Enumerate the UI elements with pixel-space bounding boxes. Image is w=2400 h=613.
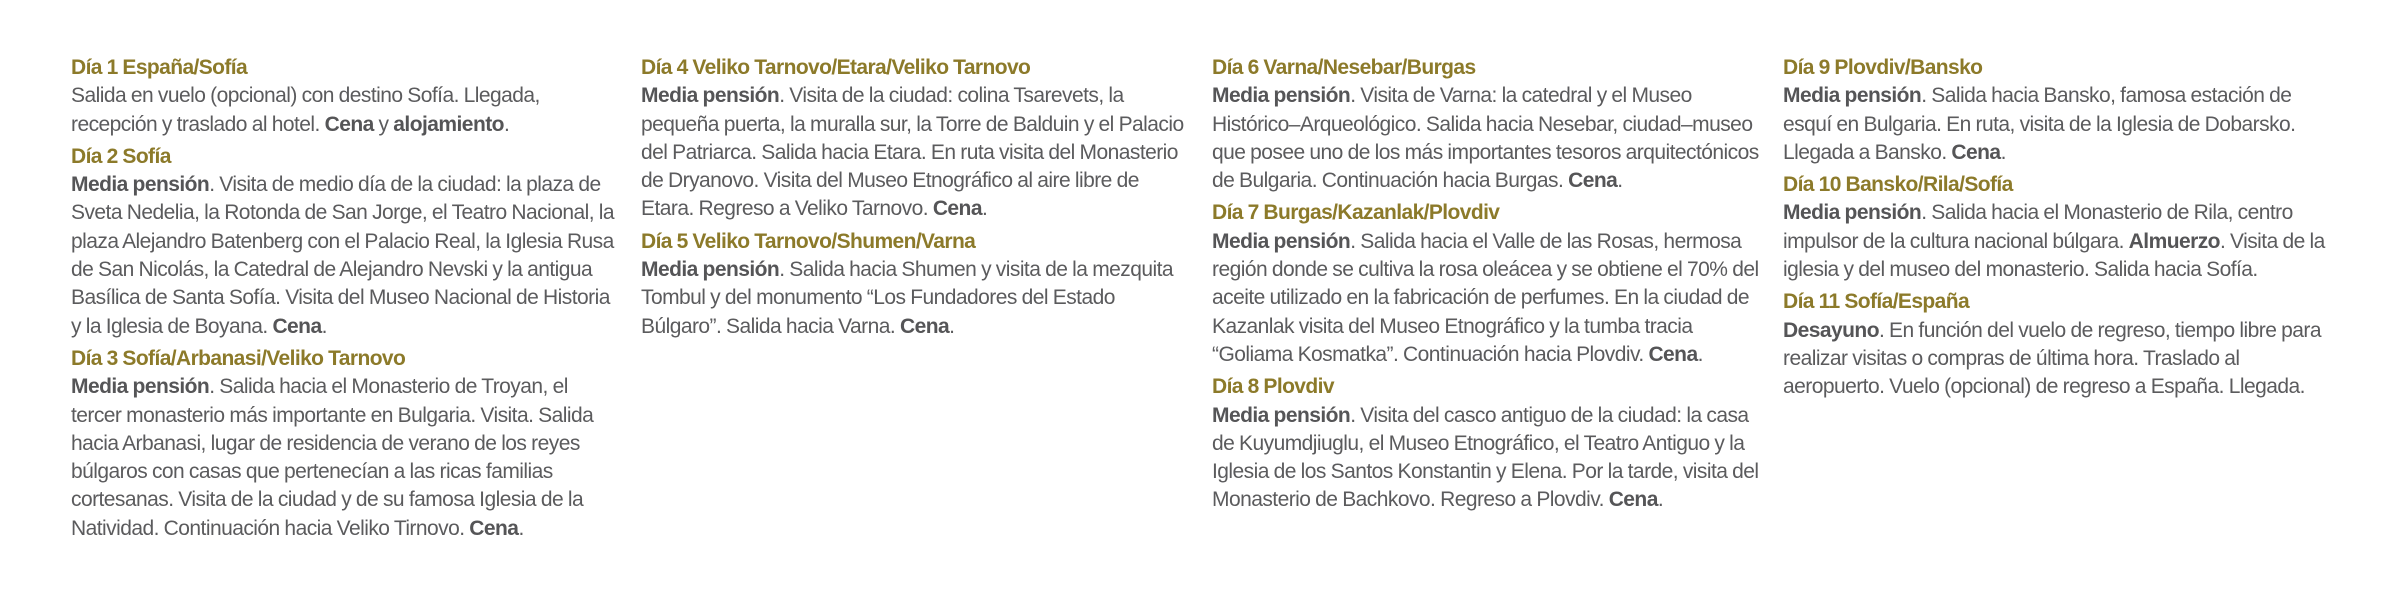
day-title: Día 4 Veliko Tarnovo/Etara/Veliko Tarnovo <box>641 56 1031 79</box>
day-3 <box>71 345 621 543</box>
day-4 <box>641 54 1191 224</box>
day-9 <box>1783 54 2333 167</box>
day-description: Media pensión. Visita de la ciudad: colina Tsarevets, la pequeña puerta, la muralla sur, la Torre de Balduin y el Palacio del Patriarca. Salida hacia Etara. En ruta visita del Monasterio de Dryanovo. Visita del Museo Etnográfico al aire libre de Etara. Regreso a Veliko Tarnovo. Cena. <box>641 84 1184 221</box>
day-title: Día 7 Burgas/Kazanlak/Plovdiv <box>1212 201 1500 225</box>
day-10 <box>1783 171 2333 284</box>
day-11 <box>1783 288 2333 401</box>
day-description: Media pensión. Salida hacia el Valle de las Rosas, hermosa región donde se cultiva la rosa oleácea y se obtiene el 70% del aceite utilizado en la fabricación de perfumes. En la ciudad de Kazanlak visita del Museo Etnográfico y la tumba tracia “Goliama Kosmatka”. Continuación hacia Plovdiv. Cena. <box>1212 229 1759 366</box>
day-title: Día 6 Varna/Nesebar/Burgas <box>1212 56 1476 79</box>
day-title: Día 2 Sofía <box>71 144 171 168</box>
day-7 <box>1212 199 1762 369</box>
itinerary-column-1 <box>71 54 621 543</box>
day-title: Día 8 Plovdiv <box>1212 375 1334 399</box>
day-2 <box>71 143 621 341</box>
day-title: Día 3 Sofía/Arbanasi/Veliko Tarnovo <box>71 346 406 370</box>
day-description: Desayuno. En función del vuelo de regreso, tiempo libre para realizar visitas o compras de última hora. Traslado al aeropuerto. Vuelo (opcional) de regreso a España. Llegada. <box>1783 318 2321 399</box>
day-title: Día 5 Veliko Tarnovo/Shumen/Varna <box>641 229 976 253</box>
day-description: Media pensión. Visita del casco antiguo de la ciudad: la casa de Kuyumdjiuglu, el Museo Etnográfico, el Teatro Antiguo y la Iglesia de los Santos Konstantin y Elena. Por la tarde, visita del Monasterio de Bachkovo. Regreso a Plovdiv. Cena. <box>1212 403 1759 512</box>
day-description: Media pensión. Salida hacia Shumen y visita de la mezquita Tombul y del monumento “Los Fundadores del Estado Búlgaro”. Salida hacia Varna. Cena. <box>641 258 1174 338</box>
day-5 <box>641 228 1191 341</box>
itinerary-column-4 <box>1783 54 2333 402</box>
day-description: Media pensión. Visita de medio día de la ciudad: la plaza de Sveta Nedelia, la Rotonda de San Jorge, el Teatro Nacional, la plaza Alejandro Batenberg con el Palacio Real, la Iglesia Rusa de San Nicolás, la Catedral de Alejandro Nevski y la antigua Basílica de Santa Sofía. Visita del Museo Nacional de Historia y la Iglesia de Boyana. Cena. <box>71 173 615 338</box>
day-title: Día 11 Sofía/España <box>1783 290 1970 314</box>
day-description: Media pensión. Salida hacia el Monasterio de Rila, centro impulsor de la cultura nacional búlgara. Almuerzo. Visita de la iglesia y del museo del monasterio. Salida hacia Sofía. <box>1783 201 2325 282</box>
day-1 <box>71 54 621 139</box>
day-title: Día 9 Plovdiv/Bansko <box>1783 56 1983 79</box>
day-6 <box>1212 54 1762 195</box>
day-description: Salida en vuelo (opcional) con destino Sofía. Llegada, recepción y traslado al hotel. Cena y alojamiento. <box>71 84 540 136</box>
day-title: Día 10 Bansko/Rila/Sofía <box>1783 173 2013 197</box>
day-8 <box>1212 373 1762 514</box>
day-description: Media pensión. Visita de Varna: la catedral y el Museo Histórico–Arqueológico. Salida hacia Nesebar, ciudad–museo que posee uno de los más importantes tesoros arquitectónicos de Bulgaria. Continuación hacia Burgas. Cena. <box>1212 84 1759 193</box>
day-description: Media pensión. Salida hacia el Monasterio de Troyan, el tercer monasterio más importante en Bulgaria. Visita. Salida hacia Arbanasi, lugar de residencia de verano de los reyes búlgaros con casas que pertenecían a las ricas familias cortesanas. Visita de la ciudad y de su famosa Iglesia de la Natividad. Continuación hacia Veliko Tirnovo. Cena. <box>71 375 594 540</box>
day-title: Día 1 España/Sofía <box>71 56 248 79</box>
itinerary-column-2 <box>641 54 1191 341</box>
itinerary-column-3 <box>1212 54 1762 515</box>
day-description: Media pensión. Salida hacia Bansko, famosa estación de esquí en Bulgaria. En ruta, visita de la Iglesia de Dobarsko. Llegada a Bansko. Cena. <box>1783 84 2296 164</box>
